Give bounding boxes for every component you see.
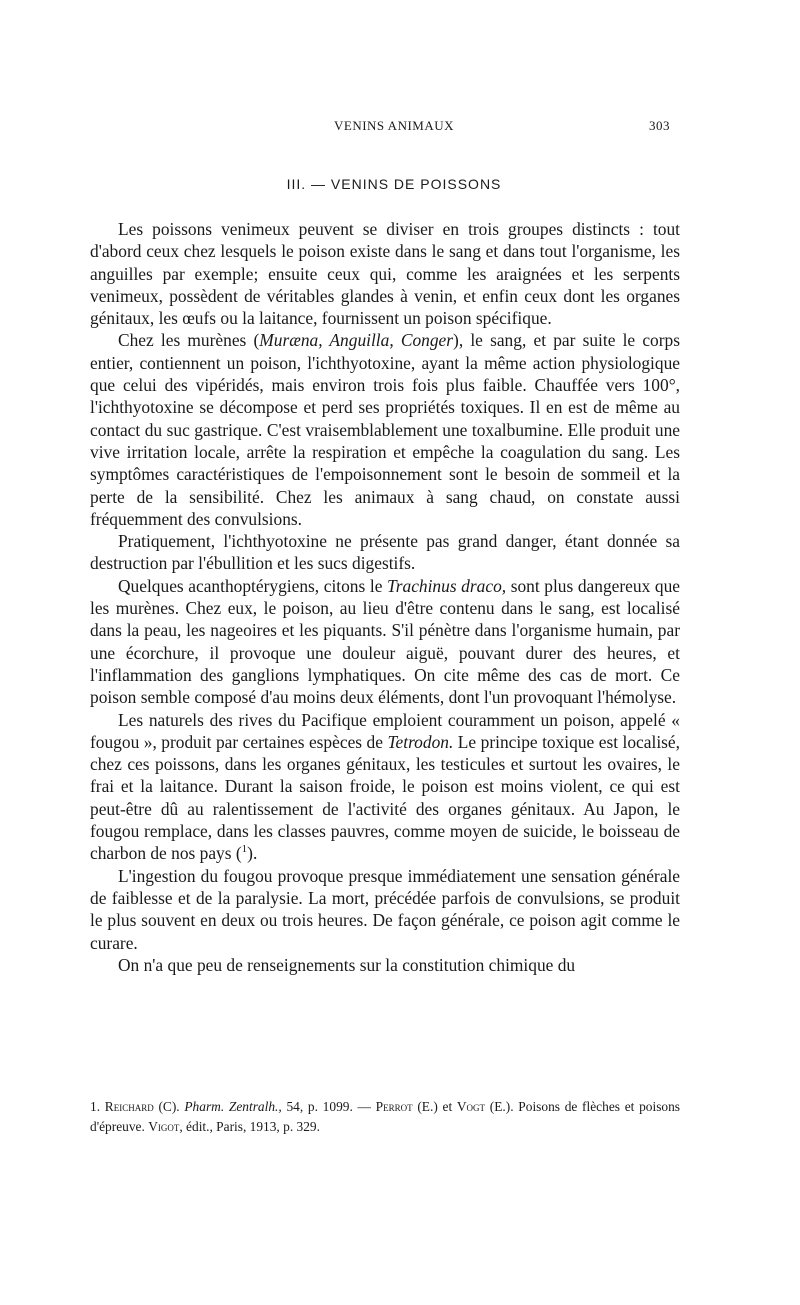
footnote-journal: Pharm. Zentralh., [184, 1099, 282, 1114]
paragraph-6: L'ingestion du fougou provoque presque immédiatement une sensation générale de faiblesse et de la paralysie. La mort, précédée parfois de convulsions, se produit le plus souvent en deux ou trois heures. De façon générale, ce poison agit comme le curare. [90, 865, 680, 953]
footnote-1 [90, 1097, 680, 1137]
page-number: 303 [649, 118, 670, 133]
running-title: VENINS ANIMAUX [333, 118, 455, 133]
footnote-author-2: Perrot [375, 1099, 413, 1114]
footnote-author-1: Reichard [104, 1099, 154, 1114]
paragraph-5-text-a: Les naturels des rives du Pacifique emploient couramment un poison, appelé « fougou », produit par certaines espèces de [90, 709, 680, 752]
paragraph-5-text-c: ). [247, 843, 258, 864]
footnote-publisher: Vigot [148, 1119, 180, 1134]
paragraph-5-italic-genus: Tetrodon. [387, 731, 454, 752]
paragraph-2-italic-genera: Muræna, Anguilla, Conger [259, 330, 454, 351]
footnote-text-1: (C). [153, 1099, 185, 1114]
paragraph-4-text-b: sont plus dangereux que les murènes. Chez eux, le poison, au lieu d'être contenu dans le sang, est localisé dans la peau, les nageoires et les piquants. S'il pénètre dans l'organisme humain, par une écorchure, il provoque une douleur aiguë, pouvant durer des heures, et l'inflammation des ganglions lymphatiques. On cite même des cas de mort. Ce poison semble composé d'au moins deux éléments, dont l'un provoquant l'hémolyse. [90, 575, 680, 708]
footnote-reference[interactable]: 1 [241, 843, 248, 856]
page-header [118, 118, 670, 138]
paragraph-4-text-a: Quelques acanthoptérygiens, citons le [118, 575, 388, 596]
footnote-text-4: (E.). Poisons de flèches et poisons d'épreuve. [90, 1099, 681, 1134]
paragraph-7: On n'a que peu de renseignements sur la constitution chimique du [118, 954, 576, 975]
paragraph-2 [90, 329, 680, 530]
paragraph-4 [90, 575, 680, 709]
paragraph-1: Les poissons venimeux peuvent se diviser en trois groupes distincts : tout d'abord ceux chez lesquels le poison existe dans le sang et dans tout l'organisme, les anguilles par exemple; ensuite ceux qui, comme les araignées et les serpents venimeux, possèdent de véritables glandes à venin, et enfin ceux dont les organes génitaux, les œufs ou la laitance, fournissent un poison spécifique. [90, 219, 680, 329]
paragraph-2-text-a: Chez les murènes ( [118, 330, 260, 351]
footnotes [90, 1097, 680, 1137]
paragraph-3: Pratiquement, l'ichthyotoxine ne présente pas grand danger, étant donnée sa destruction par l'ébullition et les sucs digestifs. [90, 531, 680, 574]
footnote-author-3: Vogt [456, 1099, 486, 1114]
footnote-text-3: (E.) et [412, 1099, 457, 1114]
footnote-text-2: 54, p. 1099. — [281, 1099, 376, 1114]
footnote-number: 1. [90, 1099, 101, 1114]
paragraph-4-italic-species: Trachinus draco, [387, 575, 507, 596]
paragraph-5 [90, 709, 680, 865]
footnote-text-5: , édit., Paris, 1913, p. 329. [179, 1119, 320, 1134]
section-heading: III. — VENINS DE POISSONS [286, 176, 502, 192]
body-text [90, 218, 680, 976]
paragraph-5-text-b: Le principe toxique est localisé, chez ces poissons, dans les organes génitaux, les testicules et surtout les ovaires, le frai et la laitance. Durant la saison froide, le poison est moins violent, ce qui est peut-être dû au ralentissement de l'activité des organes génitaux. Au Japon, le fougou remplace, dans les classes pauvres, comme moyen de suicide, le boisseau de charbon de nos pays ( [90, 731, 680, 864]
paragraph-2-text-b: ), le sang, et par suite le corps entier, contiennent un poison, l'ichthyotoxine, ayant la même action physiologique que celui des vipéridés, mais environ trois fois plus faible. Chauffée vers 100°, l'ichthyotoxine se décompose et perd ses propriétés toxiques. Il en est de même au contact du suc gastrique. C'est vraisemblablement une toxalbumine. Elle produit une vive irritation locale, arrête la respiration et empêche la coagulation du sang. Les symptômes caractéristiques de l'empoisonnement sont le besoin de sommeil et la perte de la sensibilité. Chez les animaux à sang chaud, on constate aussi fréquemment des convulsions. [90, 330, 680, 529]
